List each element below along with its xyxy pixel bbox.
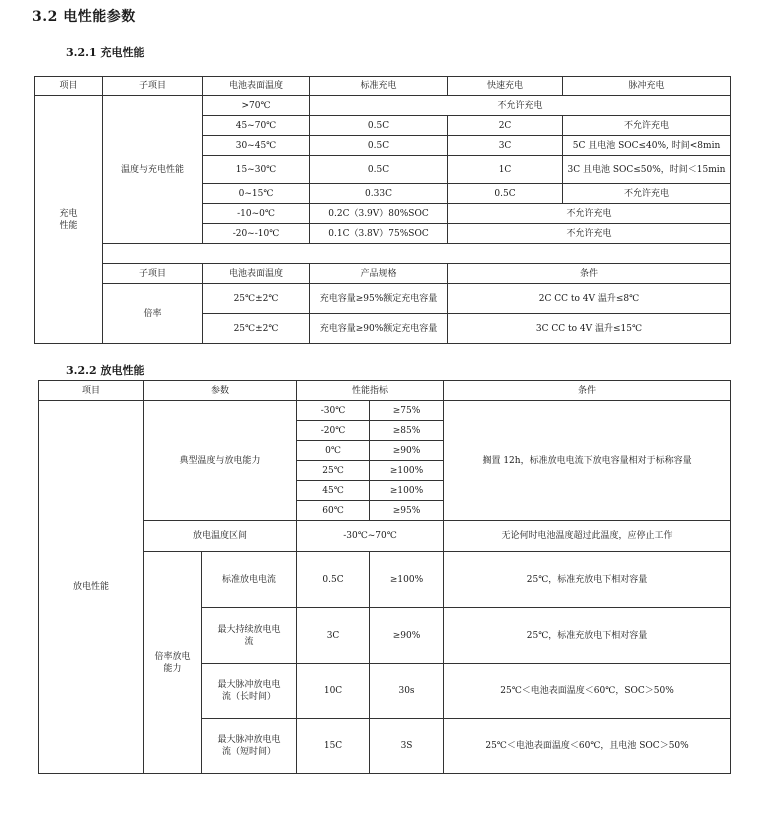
value-cell: 3C [297,608,370,664]
value-cell: 不允许充电 [448,204,731,224]
discharge-title: 3.2.2 放电性能 [66,364,145,377]
header-cell: 产品规格 [310,264,448,284]
value-cell: 0.5C [310,136,448,156]
temp-cell: 25℃±2℃ [203,314,310,344]
value-cell: 0.5C [448,184,563,204]
charge-table [34,76,731,344]
param-cell: 最大持续放电电 流 [202,608,297,664]
cond-cell: 3C CC to 4V 温升≤15℃ [448,314,731,344]
temp-cell: 0℃ [297,441,370,461]
header-cell: 子项目 [103,77,203,96]
cond-cell: 25℃，标准充放电下相对容量 [444,552,731,608]
cond-cell: 搁置 12h，标准放电电流下放电容量相对于标称容量 [444,401,731,521]
charge-item-cell: 充电 性能 [35,96,103,344]
header-cell: 快速充电 [448,77,563,96]
temp-cell: 25℃ [297,461,370,481]
header-cell: 条件 [444,381,731,401]
value-cell: ≥75% [370,401,444,421]
value-cell: ≥85% [370,421,444,441]
value-cell: 3C [448,136,563,156]
param-cell: 最大脉冲放电电 流（长时间） [202,664,297,719]
value-cell: 0.5C [310,116,448,136]
value-cell: 30s [370,664,444,719]
range-label-cell: 放电温度区间 [144,521,297,552]
rate-label-cell: 倍率 [103,284,203,344]
value-cell: ≥100% [370,481,444,501]
temp-cell: 30~45℃ [203,136,310,156]
temp-cell: -30℃ [297,401,370,421]
value-cell: 2C [448,116,563,136]
value-cell: 不允许充电 [448,224,731,244]
charge-title: 3.2.1 充电性能 [66,46,145,59]
value-cell: 0.5C [297,552,370,608]
temp-cell: -20℃ [297,421,370,441]
temp-cell: -10~0℃ [203,204,310,224]
value-cell: 0.1C（3.8V）75%SOC [310,224,448,244]
param-cell: 最大脉冲放电电 流（短时间） [202,719,297,774]
header-cell: 项目 [35,77,103,96]
rate-label-cell: 倍率放电 能力 [144,552,202,774]
header-cell: 标准充电 [310,77,448,96]
value-cell: ≥90% [370,441,444,461]
cond-cell: 25℃，标准充放电下相对容量 [444,608,731,664]
charge-header-row [35,77,731,96]
discharge-item-cell: 放电性能 [39,401,144,774]
header-cell: 子项目 [103,264,203,284]
value-cell: ≥100% [370,461,444,481]
empty-cell [103,244,731,264]
temp-cell: 60℃ [297,501,370,521]
header-cell: 参数 [144,381,297,401]
value-cell: 不允许充电 [310,96,731,116]
discharge-table [38,380,731,774]
header-cell: 脉冲充电 [563,77,731,96]
spec-cell: 充电容量≥95%额定充电容量 [310,284,448,314]
cond-cell: 25℃＜电池表面温度＜60℃，SOC＞50% [444,664,731,719]
temp-cell: 15~30℃ [203,156,310,184]
cond-cell: 2C CC to 4V 温升≤8℃ [448,284,731,314]
param-cell: 标准放电电流 [202,552,297,608]
value-cell: 15C [297,719,370,774]
cond-cell: 25℃＜电池表面温度＜60℃，且电池 SOC＞50% [444,719,731,774]
table-row [35,96,731,116]
value-cell: ≥100% [370,552,444,608]
cond-cell: 无论何时电池温度超过此温度，应停止工作 [444,521,731,552]
value-cell: 3C 且电池 SOC≤50%，时间＜15min [563,156,731,184]
temp-cell: 45~70℃ [203,116,310,136]
spec-cell: 充电容量≥90%额定充电容量 [310,314,448,344]
charge-header2-row [35,264,731,284]
value-cell: ≥95% [370,501,444,521]
value-cell: 10C [297,664,370,719]
table-row [39,401,731,421]
temp-cell: >70℃ [203,96,310,116]
temp-cell: 0~15℃ [203,184,310,204]
spacer-row [35,244,731,264]
value-cell: 5C 且电池 SOC≤40%, 时间<8min [563,136,731,156]
temp-cell: 45℃ [297,481,370,501]
value-cell: 不允许充电 [563,116,731,136]
value-cell: ≥90% [370,608,444,664]
header-cell: 条件 [448,264,731,284]
table-row [35,284,731,314]
value-cell: 0.2C（3.9V）80%SOC [310,204,448,224]
discharge-header-row [39,381,731,401]
value-cell: 0.5C [310,156,448,184]
header-cell: 性能指标 [297,381,444,401]
temp-cell: 25℃±2℃ [203,284,310,314]
value-cell: 3S [370,719,444,774]
charge-sub-cell: 温度与充电性能 [103,96,203,244]
header-cell: 电池表面温度 [203,77,310,96]
header-cell: 电池表面温度 [203,264,310,284]
section-title: 3.2 电性能参数 [32,9,136,25]
value-cell: 1C [448,156,563,184]
value-cell: -30℃~70℃ [297,521,444,552]
temp-cell: -20~-10℃ [203,224,310,244]
value-cell: 不允许充电 [563,184,731,204]
header-cell: 项目 [39,381,144,401]
value-cell: 0.33C [310,184,448,204]
typical-label-cell: 典型温度与放电能力 [144,401,297,521]
